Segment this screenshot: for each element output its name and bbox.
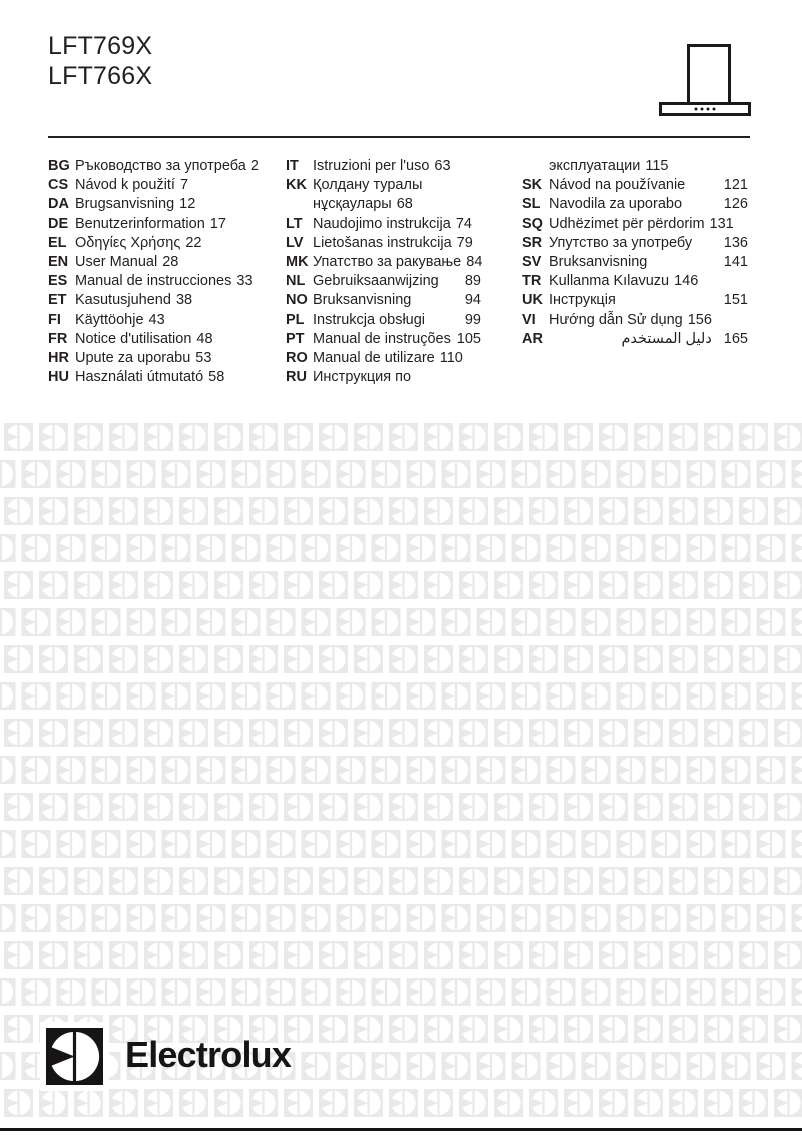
toc-row xyxy=(286,330,481,349)
language-code: FI xyxy=(48,311,61,328)
toc-row xyxy=(522,215,748,234)
language-title: Інструкція xyxy=(549,292,616,309)
language-title: Инструкция по xyxy=(313,369,412,386)
brand-wordmark: Electrolux xyxy=(125,1033,292,1075)
language-code: NO xyxy=(286,292,308,309)
toc-row xyxy=(48,195,278,214)
language-code: KK xyxy=(286,177,307,194)
page-number: 165 xyxy=(723,330,748,347)
language-code: CS xyxy=(48,177,69,194)
toc-row xyxy=(286,215,481,234)
language-title: Notice d'utilisation xyxy=(75,330,192,347)
language-code: DA xyxy=(48,196,69,213)
toc-row xyxy=(48,291,278,310)
language-title: Návod na používanie xyxy=(549,177,686,194)
model-numbers xyxy=(48,31,152,91)
page-number: 33 xyxy=(236,273,253,290)
toc-row xyxy=(286,253,481,272)
toc-row xyxy=(286,157,481,176)
page-number: 43 xyxy=(148,311,165,328)
toc-row xyxy=(286,311,481,330)
language-title: Udhëzimet për përdorim xyxy=(549,215,705,232)
language-code: ES xyxy=(48,273,68,290)
language-title: Istruzioni per l'uso xyxy=(313,158,430,174)
page-number: 156 xyxy=(687,311,712,328)
language-title: دليل المستخدم xyxy=(621,330,712,347)
page-number: 136 xyxy=(723,234,748,251)
page-number: 53 xyxy=(195,350,212,367)
toc-row xyxy=(48,368,278,387)
language-title: Käyttöohje xyxy=(75,311,144,328)
toc-row xyxy=(48,349,278,368)
page-number: 84 xyxy=(466,254,483,271)
toc-row xyxy=(522,311,748,330)
page-number: 38 xyxy=(175,292,193,309)
language-title: эксплуатации xyxy=(549,158,641,174)
language-title: нұсқаулары xyxy=(313,196,392,213)
language-title: Upute za uporabu xyxy=(75,350,191,367)
language-code: UK xyxy=(522,292,543,309)
language-code: SL xyxy=(522,196,541,213)
page-number: 94 xyxy=(464,292,481,309)
toc-row xyxy=(522,330,748,349)
toc-column xyxy=(48,157,278,387)
toc-row xyxy=(286,234,481,253)
page-number: 22 xyxy=(185,234,202,251)
toc-row xyxy=(522,272,748,291)
model-number: LFT769X xyxy=(48,32,153,60)
toc-column xyxy=(522,157,748,387)
language-code: AR xyxy=(522,330,543,347)
toc-row xyxy=(48,330,278,349)
language-title: Navodila za uporabo xyxy=(549,196,683,213)
language-code: LV xyxy=(286,234,304,251)
language-code: PL xyxy=(286,311,305,328)
language-code: TR xyxy=(522,273,542,290)
page-number: 121 xyxy=(723,177,748,194)
language-code: ET xyxy=(48,292,67,309)
page-number: 131 xyxy=(709,215,734,232)
toc-row xyxy=(48,215,278,234)
language-code: SR xyxy=(522,234,543,251)
language-code: MK xyxy=(286,254,309,271)
language-code: SV xyxy=(522,254,542,271)
page-number: 7 xyxy=(179,177,189,194)
toc-row xyxy=(286,291,481,310)
language-title: Manual de instruções xyxy=(313,330,451,347)
toc-row xyxy=(48,176,278,195)
toc-row xyxy=(48,272,278,291)
language-code: LT xyxy=(286,215,303,232)
language-title: Návod k použití xyxy=(75,177,175,194)
page-number: 74 xyxy=(455,215,472,232)
language-title: Bruksanvisning xyxy=(549,254,648,271)
language-code: VI xyxy=(522,311,536,328)
page-number: 146 xyxy=(674,273,699,290)
language-code: BG xyxy=(48,158,70,174)
language-title: Упутство за употребу xyxy=(549,234,693,251)
page-number: 28 xyxy=(162,254,179,271)
language-title: User Manual xyxy=(75,254,158,271)
language-toc xyxy=(48,157,748,387)
language-title: Kullanma Kılavuzu xyxy=(549,273,670,290)
language-code: RU xyxy=(286,369,307,386)
page-number: 58 xyxy=(208,369,225,386)
language-code: NL xyxy=(286,273,306,290)
toc-row xyxy=(522,157,748,176)
toc-row xyxy=(286,176,481,195)
page-number: 99 xyxy=(464,311,481,328)
language-title: Használati útmutató xyxy=(75,369,204,386)
page-number: 151 xyxy=(723,292,748,309)
electrolux-mark-pattern xyxy=(0,420,802,1120)
language-title: Kasutusjuhend xyxy=(75,292,171,309)
language-title: Hướng dẫn Sử dụng xyxy=(549,311,683,328)
language-code: SK xyxy=(522,177,543,194)
language-title: Οδηγίες Χρήσης xyxy=(75,234,181,251)
toc-row xyxy=(522,195,748,214)
header-divider xyxy=(48,136,750,138)
toc-row xyxy=(522,253,748,272)
page-number: 17 xyxy=(209,215,226,232)
language-title: Упатство за ракување xyxy=(313,254,462,271)
toc-row xyxy=(48,234,278,253)
page-number: 63 xyxy=(434,158,451,174)
toc-row xyxy=(48,311,278,330)
language-title: Manual de utilizare xyxy=(313,350,435,367)
language-code: EN xyxy=(48,254,69,271)
language-code: HU xyxy=(48,369,69,386)
page-number: 115 xyxy=(645,158,669,174)
language-code: IT xyxy=(286,158,299,174)
language-code: HR xyxy=(48,350,69,367)
toc-row xyxy=(48,157,278,176)
language-title: Naudojimo instrukcija xyxy=(313,215,451,232)
page-number: 141 xyxy=(723,254,748,271)
model-number: LFT766X xyxy=(48,62,153,90)
page-bottom-edge xyxy=(0,1128,802,1131)
language-code: PT xyxy=(286,330,305,347)
cooker-hood-icon xyxy=(655,40,753,123)
page-number: 12 xyxy=(179,196,196,213)
page-number: 68 xyxy=(396,196,413,213)
toc-row xyxy=(48,253,278,272)
language-code: DE xyxy=(48,215,69,232)
language-title: Manual de instrucciones xyxy=(75,273,232,290)
electrolux-logo xyxy=(40,1022,291,1091)
toc-row xyxy=(286,195,481,214)
page-number: 79 xyxy=(456,234,473,251)
toc-row xyxy=(522,291,748,310)
page-number: 105 xyxy=(456,330,481,347)
language-title: Қолдану туралы xyxy=(313,177,423,194)
toc-column xyxy=(286,157,481,387)
language-title: Brugsanvisning xyxy=(75,196,175,213)
page-number: 110 xyxy=(439,350,463,367)
toc-row xyxy=(286,349,481,368)
page-number: 126 xyxy=(723,196,748,213)
language-code: EL xyxy=(48,234,67,251)
page-number: 89 xyxy=(464,273,481,290)
toc-row xyxy=(286,368,481,387)
page-number: 2 xyxy=(250,158,259,174)
language-title: Instrukcja obsługi xyxy=(313,311,426,328)
language-code: FR xyxy=(48,330,68,347)
language-title: Benutzerinformation xyxy=(75,215,205,232)
background-pattern xyxy=(0,420,802,1120)
language-title: Ръководство за употреба xyxy=(75,158,246,174)
toc-row xyxy=(286,272,481,291)
language-title: Gebruiksaanwijzing xyxy=(313,273,439,290)
language-title: Bruksanvisning xyxy=(313,292,412,309)
language-code: SQ xyxy=(522,215,543,232)
toc-row xyxy=(522,176,748,195)
language-title: Lietošanas instrukcija xyxy=(313,234,452,251)
electrolux-mark-icon xyxy=(40,1022,109,1091)
language-code: RO xyxy=(286,350,308,367)
toc-row xyxy=(522,234,748,253)
page-number: 48 xyxy=(196,330,213,347)
